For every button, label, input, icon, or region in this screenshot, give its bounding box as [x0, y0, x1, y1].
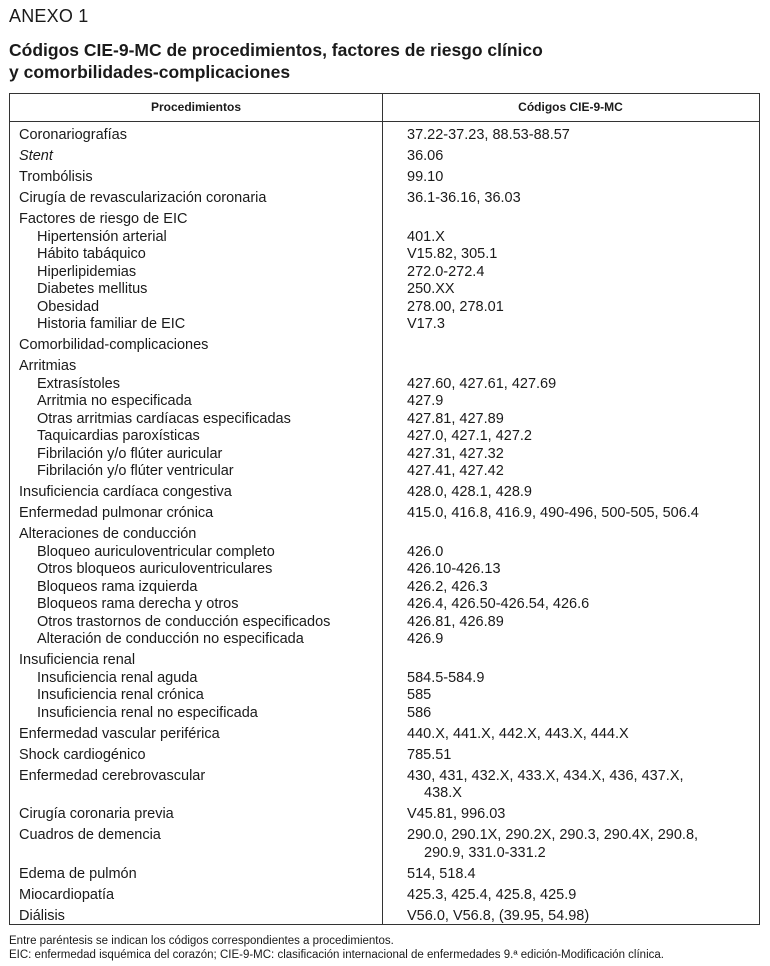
codes-table	[9, 93, 760, 925]
table-row-label: Insuficiencia renal aguda	[37, 669, 198, 686]
table-row-label: Otras arritmias cardíacas especificadas	[37, 410, 291, 427]
table-row-code: 99.10	[407, 169, 444, 185]
table-row-code: 440.X, 441.X, 442.X, 443.X, 444.X	[407, 725, 629, 742]
table-row-label: Insuficiencia cardíaca congestiva	[19, 484, 232, 500]
table-row-code: 427.31, 427.32	[407, 445, 504, 462]
table-row-code: V45.81, 996.03	[407, 806, 506, 822]
table-row-code: 427.41, 427.42	[407, 463, 504, 479]
table-row-label: Hábito tabáquico	[37, 246, 146, 262]
table-row-code: 415.0, 416.8, 416.9, 490-496, 500-505, 506.4	[407, 505, 699, 521]
table-row-label: Stent	[19, 148, 53, 164]
code-line-1: 430, 431, 432.X, 433.X, 434.X, 436, 437.X,	[407, 767, 684, 784]
table-row-label: Trombólisis	[19, 169, 93, 185]
table-row-label: Alteraciones de conducción	[19, 526, 197, 542]
table-row-label: Edema de pulmón	[19, 865, 137, 882]
table-row-label: Enfermedad pulmonar crónica	[19, 505, 214, 521]
footnote-1: Entre paréntesis se indican los códigos correspondientes a procedimientos.	[9, 935, 394, 947]
table-row-code: 36.1-36.16, 36.03	[407, 190, 521, 206]
code-line-1: 290.0, 290.1X, 290.2X, 290.3, 290.4X, 290.8,	[407, 827, 699, 843]
table-row-label: Hiperlipidemias	[37, 263, 137, 280]
table-row-code: 514, 518.4	[407, 865, 476, 882]
table-row-code	[382, 768, 759, 803]
table-row-code: 278.00, 278.01	[407, 298, 504, 315]
table-row-label: Insuficiencia renal no especificada	[37, 704, 258, 721]
table-row-label: Coronariografías	[19, 127, 127, 143]
document-title	[9, 39, 749, 83]
table-row-code: 401.X	[407, 228, 445, 245]
table-row-code: 426.0	[407, 543, 444, 560]
table-row-label: Enfermedad cerebrovascular	[19, 767, 206, 784]
table-row-code: V15.82, 305.1	[407, 246, 498, 262]
title-line-1: Códigos CIE-9-MC de procedimientos, factores de riesgo clínico	[9, 40, 543, 60]
table-row-label: Hipertensión arterial	[37, 228, 167, 245]
table-row-code	[382, 211, 759, 229]
table-row-label: Bloqueo auriculoventricular completo	[37, 543, 275, 560]
footnotes	[9, 934, 764, 962]
table-row-code: 36.06	[407, 148, 444, 164]
table-row-label: Shock cardiogénico	[19, 746, 146, 763]
table-row-code: 427.60, 427.61, 427.69	[407, 375, 557, 392]
table-row-label: Historia familiar de EIC	[37, 316, 186, 332]
table-row-label: Fibrilación y/o flúter auricular	[37, 445, 223, 462]
table-row-label: Factores de riesgo de EIC	[19, 211, 188, 227]
table-row-code	[382, 652, 759, 670]
table-row-code	[382, 827, 759, 862]
table-row-label: Extrasístoles	[37, 375, 120, 392]
column-header-codes: Códigos CIE-9-MC	[518, 100, 623, 114]
table-row-code: 426.4, 426.50-426.54, 426.6	[407, 596, 590, 612]
table-row-code: 584.5-584.9	[407, 669, 485, 686]
table-row-code: 427.9	[407, 393, 444, 409]
table-row-label: Insuficiencia renal crónica	[37, 687, 204, 703]
table-row-code: 427.81, 427.89	[407, 410, 504, 427]
table-row-code: 426.81, 426.89	[407, 613, 504, 630]
table-row-label: Diabetes mellitus	[37, 281, 148, 297]
table-row-code	[382, 337, 759, 355]
table-row-code: 585	[407, 687, 432, 703]
table-row-code: 426.9	[407, 631, 444, 647]
table-row-label: Enfermedad vascular periférica	[19, 725, 220, 742]
column-header-procedures: Procedimientos	[150, 100, 242, 114]
table-body	[10, 124, 759, 925]
annex-label: ANEXO 1	[9, 6, 89, 26]
table-row-code: 272.0-272.4	[407, 263, 485, 280]
table-row-code: 426.2, 426.3	[407, 578, 488, 595]
table-row-label: Miocardiopatía	[19, 886, 115, 903]
table-row-label: Arritmia no especificada	[37, 393, 192, 409]
table-row-label: Taquicardias paroxísticas	[37, 428, 200, 444]
table-row-code: 428.0, 428.1, 428.9	[407, 484, 532, 500]
table-row-label: Comorbilidad-complicaciones	[19, 337, 209, 353]
table-row-code	[382, 526, 759, 544]
table-row-label: Fibrilación y/o flúter ventricular	[37, 463, 234, 479]
table-row-label: Cirugía coronaria previa	[19, 806, 174, 822]
table-row-code: 427.0, 427.1, 427.2	[407, 428, 532, 444]
table-row-code: 785.51	[407, 746, 452, 763]
code-line-2: 438.X	[424, 785, 462, 801]
table-row-code: 37.22-37.23, 88.53-88.57	[407, 127, 570, 143]
table-row-label: Bloqueos rama izquierda	[37, 578, 198, 595]
footnote-2: EIC: enfermedad isquémica del corazón; CIE-9-MC: clasificación internacional de enfermedades 9.ª edición-Modificación clínica.	[9, 949, 664, 961]
table-row-label: Otros trastornos de conducción especificados	[37, 613, 331, 630]
table-row-code	[382, 358, 759, 376]
code-line-2: 290.9, 331.0-331.2	[424, 844, 546, 861]
table-row-code: V17.3	[407, 316, 445, 332]
table-row-label: Arritmias	[19, 358, 77, 374]
table-row-label: Cirugía de revascularización coronaria	[19, 190, 267, 206]
header-divider	[10, 121, 759, 122]
table-row-label: Cuadros de demencia	[19, 827, 161, 843]
table-row-code: V56.0, V56.8, (39.95, 54.98)	[407, 907, 590, 924]
table-row-label: Alteración de conducción no especificada	[37, 631, 304, 647]
table-row-label: Otros bloqueos auriculoventriculares	[37, 561, 273, 577]
table-row-label: Insuficiencia renal	[19, 652, 136, 668]
table-row-label: Bloqueos rama derecha y otros	[37, 596, 239, 612]
table-row-code: 586	[407, 704, 432, 721]
table-row-label: Diálisis	[19, 907, 65, 924]
title-line-2: y comorbilidades-complicaciones	[9, 62, 291, 82]
table-row-code: 250.XX	[407, 281, 455, 297]
table-row-code: 425.3, 425.4, 425.8, 425.9	[407, 886, 577, 903]
table-row-label: Obesidad	[37, 298, 100, 315]
table-row-code: 426.10-426.13	[407, 561, 501, 577]
